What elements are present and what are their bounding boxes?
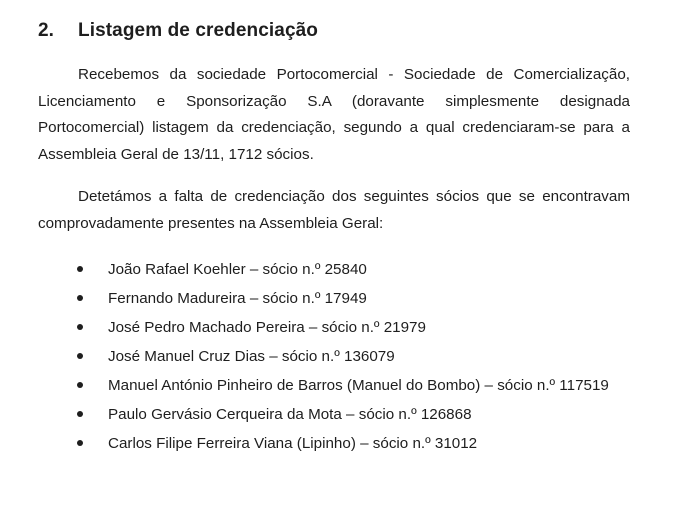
member-entry: Paulo Gervásio Cerqueira da Mota – sócio n.º 126868 [108,406,472,423]
paragraph-credentialing-list: Recebemos da sociedade Portocomercial - Sociedade de Comercialização, Licenciamento e Sponsorização S.A (doravante simplesmente designada Portocomercial) listagem da credenciação, segundo a qual credenciaram-se para a Assembleia Geral de 13/11, 1712 sócios. [38,66,630,163]
bullet-icon [77,295,83,301]
section-number: 2. [38,20,55,41]
list-item [38,255,630,284]
bullet-icon [77,324,83,330]
bullet-icon [77,353,83,359]
list-item [38,371,630,400]
member-entry: José Manuel Cruz Dias – sócio n.º 136079 [108,348,395,365]
list-item [38,400,630,429]
list-item [38,342,630,371]
list-item [38,313,630,342]
paragraph-missing-credentials: Detetámos a falta de credenciação dos seguintes sócios que se encontravam comprovadamente presentes na Assembleia Geral: [38,188,630,232]
section-heading [38,20,318,42]
member-entry: João Rafael Koehler – sócio n.º 25840 [108,261,367,278]
member-list [38,255,630,458]
section-title: Listagem de credenciação [78,20,319,41]
bullet-icon [77,411,83,417]
member-entry: Carlos Filipe Ferreira Viana (Lipinho) – sócio n.º 31012 [108,435,478,452]
list-item [38,429,630,458]
member-entry: Fernando Madureira – sócio n.º 17949 [108,290,367,307]
bullet-icon [77,266,83,272]
list-item [38,284,630,313]
bullet-icon [77,440,83,446]
member-entry: José Pedro Machado Pereira – sócio n.º 21979 [108,319,426,336]
member-entry: Manuel António Pinheiro de Barros (Manuel do Bombo) – sócio n.º 117519 [108,377,609,394]
bullet-icon [77,382,83,388]
